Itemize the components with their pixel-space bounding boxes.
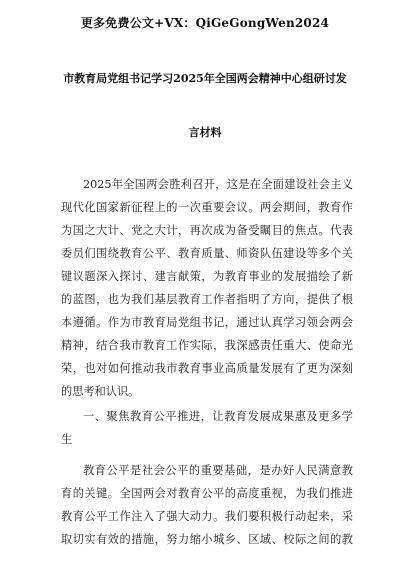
body-line: 现代化国家新征程上的一次重要会议。两会期间，教育作 xyxy=(61,201,353,214)
body-line: 的蓝图，也为我们基层教育工作者指明了方向，提供了根 xyxy=(61,293,353,306)
body-line: 荣，也对如何推动我市教育事业高质量发展有了更为深刻 xyxy=(61,362,353,375)
document-title-line-2: 言材料 xyxy=(188,126,222,139)
body-line: 教育公平是社会公平的重要基础，是办好人民满意教 xyxy=(83,464,353,477)
body-line: 的思考和认识。 xyxy=(61,385,140,398)
body-line: 2025年全国两会胜利召开，这是在全面建设社会主义 xyxy=(83,178,353,191)
body-line: 精神，结合我市教育工作实际，我深感责任重大、使命光 xyxy=(61,339,353,352)
watermark-header: 更多免费公文+VX：QiGeGongWen2024 xyxy=(80,16,330,30)
body-line: 为国之大计、党之大计，再次成为备受瞩目的焦点。代表 xyxy=(61,224,353,237)
body-line: 键议题深入探讨、建言献策，为教育事业的发展描绘了新 xyxy=(61,270,353,283)
section-heading-line: 生 xyxy=(61,433,73,446)
body-line: 教育公平工作注入了强大动力。我们要积极行动起来，采 xyxy=(61,510,353,523)
body-line: 本遵循。作为市教育局党组书记，通过认真学习领会两会 xyxy=(61,316,353,329)
document-title-line-1: 市教育局党组书记学习2025年全国两会精神中心组研讨发 xyxy=(63,72,347,85)
body-line: 取切实有效的措施，努力缩小城乡、区域、校际之间的教 xyxy=(61,533,353,546)
body-line: 育的关键。全国两会对教育公平的高度重视，为我们推进 xyxy=(61,487,353,500)
body-line: 委员们围绕教育公平、教育质量、师资队伍建设等多个关 xyxy=(61,247,353,260)
section-heading-line: 一、聚焦教育公平推进，让教育发展成果惠及更多学 xyxy=(83,410,353,423)
